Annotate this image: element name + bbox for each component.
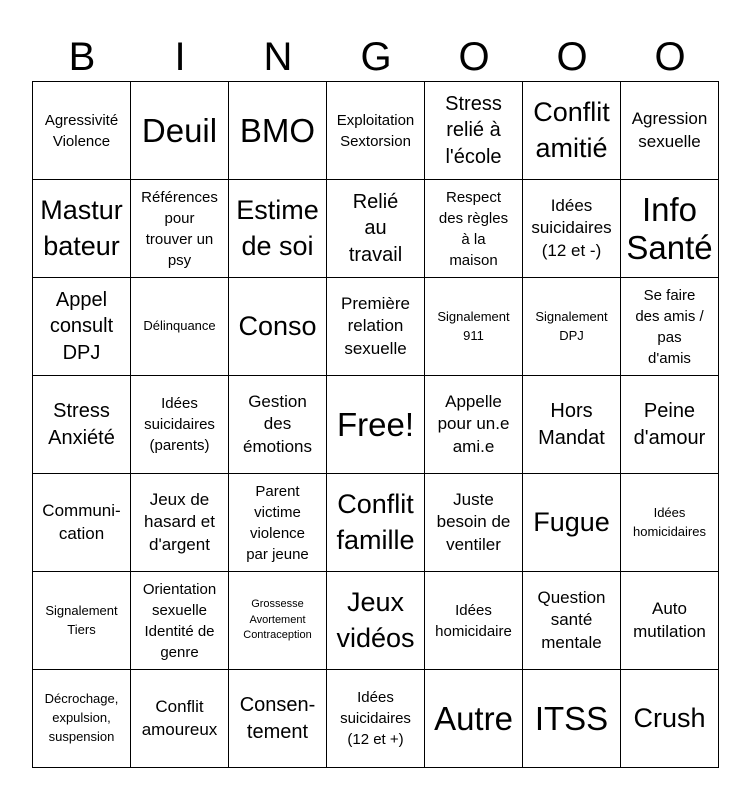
header-letter: O: [654, 35, 686, 79]
bingo-cell[interactable]: Se faire des amis / pas d'amis: [621, 278, 719, 376]
bingo-cell[interactable]: Hors Mandat: [523, 376, 621, 474]
bingo-cell[interactable]: Fugue: [523, 474, 621, 572]
bingo-cell[interactable]: Info Santé: [621, 180, 719, 278]
bingo-cell[interactable]: Stress relié à l'école: [425, 82, 523, 180]
bingo-cell[interactable]: Idées suicidaires (parents): [131, 376, 229, 474]
bingo-cell[interactable]: Signalement 911: [425, 278, 523, 376]
bingo-cell[interactable]: Décrochage, expulsion, suspension: [33, 670, 131, 768]
bingo-cell[interactable]: Communi- cation: [33, 474, 131, 572]
bingo-cell[interactable]: Relié au travail: [327, 180, 425, 278]
bingo-cell[interactable]: Consen- tement: [229, 670, 327, 768]
bingo-cell[interactable]: BMO: [229, 82, 327, 180]
header-letter: N: [263, 35, 293, 79]
bingo-cell[interactable]: Idées homicidaires: [621, 474, 719, 572]
bingo-cell[interactable]: Appel consult DPJ: [33, 278, 131, 376]
bingo-cell[interactable]: Stress Anxiété: [33, 376, 131, 474]
bingo-cell[interactable]: Idées homicidaire: [425, 572, 523, 670]
bingo-cell[interactable]: Autre: [425, 670, 523, 768]
bingo-cell[interactable]: ITSS: [523, 670, 621, 768]
bingo-header: [33, 32, 719, 82]
bingo-cell[interactable]: Idées suicidaires (12 et -): [523, 180, 621, 278]
bingo-cell[interactable]: Jeux de hasard et d'argent: [131, 474, 229, 572]
header-letter: I: [174, 35, 186, 79]
header-letter: G: [360, 35, 392, 79]
bingo-cell[interactable]: Gestion des émotions: [229, 376, 327, 474]
bingo-cell[interactable]: Première relation sexuelle: [327, 278, 425, 376]
bingo-cell[interactable]: Idées suicidaires (12 et +): [327, 670, 425, 768]
bingo-cell[interactable]: Auto mutilation: [621, 572, 719, 670]
bingo-cell[interactable]: Appelle pour un.e ami.e: [425, 376, 523, 474]
bingo-cell[interactable]: Respect des règles à la maison: [425, 180, 523, 278]
bingo-cell[interactable]: Orientation sexuelle Identité de genre: [131, 572, 229, 670]
bingo-cell[interactable]: Conflit amitié: [523, 82, 621, 180]
bingo-cell[interactable]: Jeux vidéos: [327, 572, 425, 670]
bingo-cell[interactable]: Conflit amoureux: [131, 670, 229, 768]
bingo-board: [32, 81, 719, 768]
bingo-cell[interactable]: Grossesse Avortement Contraception: [229, 572, 327, 670]
bingo-cell[interactable]: Estime de soi: [229, 180, 327, 278]
header-letter: B: [68, 35, 96, 79]
bingo-cell[interactable]: Parent victime violence par jeune: [229, 474, 327, 572]
bingo-cell[interactable]: Signalement DPJ: [523, 278, 621, 376]
bingo-cell[interactable]: Exploitation Sextorsion: [327, 82, 425, 180]
bingo-cell[interactable]: Références pour trouver un psy: [131, 180, 229, 278]
bingo-cell[interactable]: Agressivité Violence: [33, 82, 131, 180]
bingo-cell[interactable]: Conflit famille: [327, 474, 425, 572]
header-letter: O: [556, 35, 588, 79]
bingo-cell[interactable]: Juste besoin de ventiler: [425, 474, 523, 572]
header-letter: O: [458, 35, 490, 79]
bingo-cell[interactable]: Mastur bateur: [33, 180, 131, 278]
bingo-cell[interactable]: Question santé mentale: [523, 572, 621, 670]
bingo-cell[interactable]: Crush: [621, 670, 719, 768]
bingo-cell[interactable]: Agression sexuelle: [621, 82, 719, 180]
bingo-cell[interactable]: Conso: [229, 278, 327, 376]
bingo-cell[interactable]: Délinquance: [131, 278, 229, 376]
bingo-cell[interactable]: Deuil: [131, 82, 229, 180]
bingo-cell[interactable]: Signalement Tiers: [33, 572, 131, 670]
free-space[interactable]: Free!: [327, 376, 425, 474]
bingo-cell[interactable]: Peine d'amour: [621, 376, 719, 474]
